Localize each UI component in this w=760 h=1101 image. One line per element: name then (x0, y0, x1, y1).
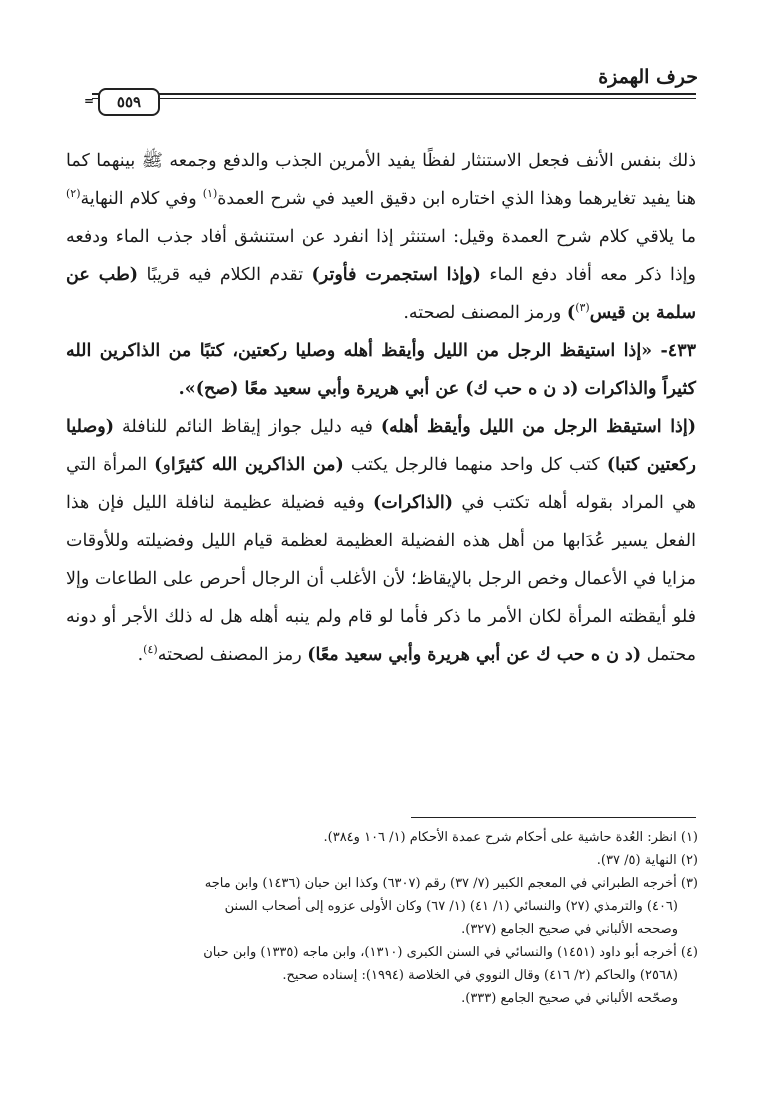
paragraph-commentary-1: ذلك بنفس الأنف فجعل الاستنثار لفظًا يفيد الأمرين الجذب والدفع وجمعه ﷺ بينهما كما هنا يفيد تغايرهما وهذا الذي اختاره ابن دقيق العيد في شرح العمدة$^{(١)}$ وفي كلام النهاية$^{(٢)}$ ما يلاقي كلام شرح العمدة وقيل: استنثر إذا انفرد عن استنشق أفاد جذب الماء ودفعه وإذا ذكر معه أفاد دفع الماء (وإذا استجمرت فأوتر) تقدم الكلام فيه قريبًا (طب عن سلمة بن قيس$^{(٣)}$) ورمز المصنف لصحته. (66, 151, 696, 323)
footnote-2: (٢) النهاية (٥/ ٣٧). (596, 853, 698, 868)
footnote-3: (٣) أخرجه الطبراني في المعجم الكبير (٧/ ٣٧) رقم (٦٣٠٧) وكذا ابن حبان (١٤٣٦) وابن ماجه (204, 876, 698, 891)
running-title: حرف الهمزة (598, 66, 698, 88)
footnote-4: (٤) أخرجه أبو داود (١٤٥١) والنسائي في السنن الكبرى (١٣١٠)، وابن ماجه (١٣٣٥) وابن حبان (203, 945, 698, 960)
page-number: ٥٥٩ (98, 88, 160, 116)
footnote-3-cont: (٤٠٦) والترمذي (٢٧) والنسائي (١/ ٤١) (١/ ٦٧) وكان الأولى عزوه إلى أصحاب السنن (224, 899, 678, 914)
footnote-1: (١) انظر: العُدة حاشية على أحكام شرح عمدة الأحكام (١/ ١٠٦ و٣٨٤). (323, 830, 698, 845)
footnote-ref-4[interactable]: (٤) (143, 643, 158, 657)
footnote-separator (411, 817, 696, 818)
footnote-4-cont: وصحّحه الألباني في صحيح الجامع (٣٣٣). (461, 991, 678, 1006)
footnote-3-cont: وصححه الألباني في صحيح الجامع (٣٢٧). (461, 922, 678, 937)
footnotes (66, 826, 698, 1010)
page-number-ornament: = (84, 94, 95, 108)
footnote-ref-1[interactable]: (١) (202, 187, 218, 201)
footnote-ref-2[interactable]: (٢) (66, 187, 81, 201)
footnote-ref-3[interactable]: (٣) (575, 301, 590, 315)
footnote-4-cont: (٢٥٦٨) والحاكم (٢/ ٤١٦) وقال النووي في الخلاصة (١٩٩٤): إسناده صحيح. (282, 968, 678, 983)
paragraph-commentary-2: (إذا استيقظ الرجل من الليل وأيقظ أهله) فيه دليل جواز إيقاظ النائم للنافلة (وصليا ركعتين كتبا) كتب كل واحد منهما فالرجل يكتب (من الذاكرين الله كثيرًاو) المرأة التي هي المراد بقوله أهله تكتب في (الذاكرات) وفيه فضيلة عظيمة لنافلة الليل فإن هذا الفعل يسير عُدَابها من أهل هذه الفضيلة العظيمة لعظمة قيام الليل وفضيلته وللأوقات مزايا في الأعمال وخص الرجل بالإيقاظ؛ لأن الأغلب أن الرجال أحرص على الطاعات وإلا فلو أيقظته المرأة لكان الأمر ما ذكر فأما لو قام ولم ينبه أهله هل له ذلك الأجر أو دونه محتمل (د ن ه حب ك عن أبي هريرة وأبي سعيد معًا) رمز المصنف لصحته$^{(٤)}$. (66, 417, 697, 665)
hadith-433: ٤٣٣- «إذا استيقظ الرجل من الليل وأيقظ أهله وصليا ركعتين، كتبًا من الذاكرين الله كثيراً والذاكرات (د ن ه حب ك) عن أبي هريرة وأبي سعيد معًا (صح)». (66, 341, 696, 399)
main-text (66, 142, 696, 674)
header-double-rule (92, 93, 696, 105)
